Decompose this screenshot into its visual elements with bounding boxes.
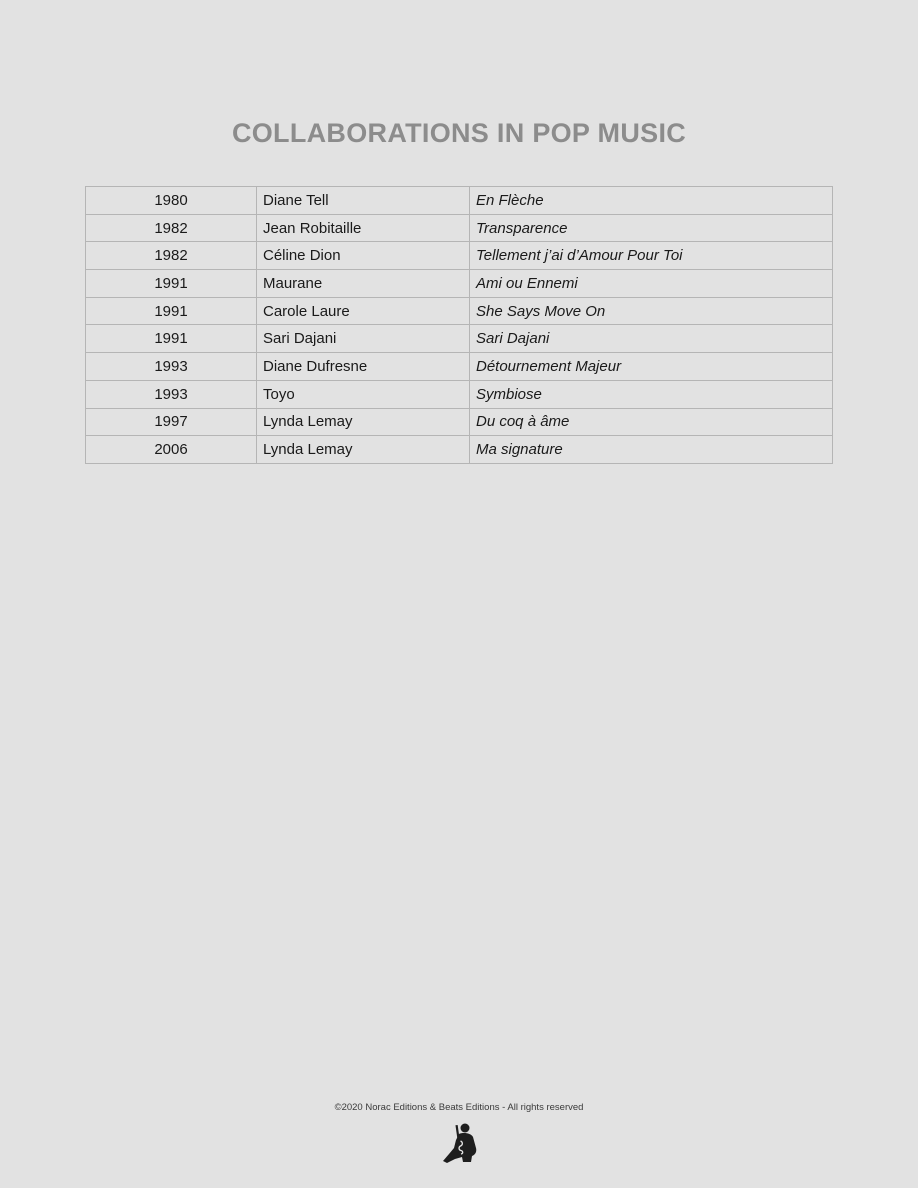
artist-cell: Toyo [257, 380, 470, 408]
album-title-cell: She Says Move On [470, 297, 833, 325]
album-title-cell: Tellement j’ai d’Amour Pour Toi [470, 242, 833, 270]
table-row [86, 297, 833, 325]
album-title-cell: En Flèche [470, 187, 833, 215]
year-cell: 2006 [86, 436, 257, 464]
musician-logo-icon [441, 1122, 479, 1164]
year-cell: 1993 [86, 380, 257, 408]
table-row [86, 353, 833, 381]
year-cell: 1982 [86, 214, 257, 242]
artist-cell: Maurane [257, 270, 470, 298]
table-row [86, 436, 833, 464]
year-cell: 1982 [86, 242, 257, 270]
artist-cell: Lynda Lemay [257, 408, 470, 436]
artist-cell: Céline Dion [257, 242, 470, 270]
year-cell: 1997 [86, 408, 257, 436]
table-row [86, 187, 833, 215]
album-title-cell: Symbiose [470, 380, 833, 408]
table-body [86, 187, 833, 464]
year-cell: 1980 [86, 187, 257, 215]
artist-cell: Diane Tell [257, 187, 470, 215]
album-title-cell: Sari Dajani [470, 325, 833, 353]
table-row [86, 270, 833, 298]
footer-copyright: ©2020 Norac Editions & Beats Editions - All rights reserved [334, 1102, 584, 1113]
table-row [86, 242, 833, 270]
table-row [86, 325, 833, 353]
year-cell: 1991 [86, 297, 257, 325]
album-title-cell: Du coq à âme [470, 408, 833, 436]
album-title-cell: Ma signature [470, 436, 833, 464]
table-row [86, 380, 833, 408]
artist-cell: Lynda Lemay [257, 436, 470, 464]
collaborations-table [85, 186, 833, 464]
artist-cell: Sari Dajani [257, 325, 470, 353]
album-title-cell: Détournement Majeur [470, 353, 833, 381]
artist-cell: Jean Robitaille [257, 214, 470, 242]
album-title-cell: Transparence [470, 214, 833, 242]
table-row [86, 408, 833, 436]
year-cell: 1991 [86, 325, 257, 353]
table-row [86, 214, 833, 242]
year-cell: 1991 [86, 270, 257, 298]
artist-cell: Diane Dufresne [257, 353, 470, 381]
year-cell: 1993 [86, 353, 257, 381]
page-title: COLLABORATIONS IN POP MUSIC [231, 118, 687, 148]
album-title-cell: Ami ou Ennemi [470, 270, 833, 298]
artist-cell: Carole Laure [257, 297, 470, 325]
